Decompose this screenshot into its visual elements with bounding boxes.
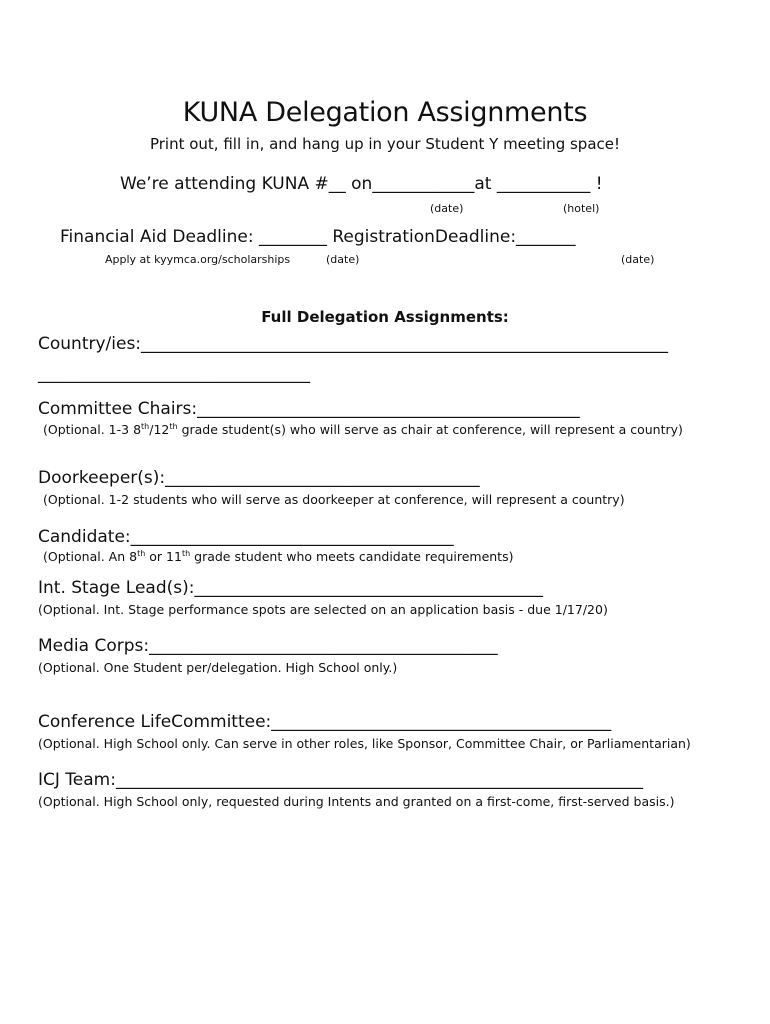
countries-field: Country/ies:______________________________________________________________	[38, 334, 669, 354]
section-heading: Full Delegation Assignments:	[261, 308, 509, 326]
candidate-field: Candidate:______________________________________	[38, 527, 454, 547]
media-corps-note: (Optional. One Student per/delegation. High School only.)	[38, 660, 398, 675]
page-subtitle: Print out, fill in, and hang up in your Student Y meeting space!	[149, 135, 621, 153]
candidate-note: (Optional. An 8th or 11th grade student who meets candidate requirements)	[43, 549, 514, 565]
int-stage-field: Int. Stage Lead(s):_________________________________________	[38, 578, 543, 598]
attending-line: We’re attending KUNA #__ on____________at ___________ !	[120, 174, 603, 194]
financial-aid-date-hint: (date)	[326, 253, 360, 266]
scholarship-note: Apply at kyymca.org/scholarships	[105, 253, 291, 266]
page-title: KUNA Delegation Assignments	[182, 97, 588, 128]
committee-chairs-field: Committee Chairs:_____________________________________________	[38, 399, 580, 419]
deadlines-line: Financial Aid Deadline: ________ RegistrationDeadline:_______	[60, 227, 576, 247]
media-corps-field: Media Corps:_________________________________________	[38, 636, 498, 656]
committee-chairs-note: (Optional. 1-3 8th/12th grade student(s) who will serve as chair at conference, will represent a country)	[43, 422, 683, 438]
int-stage-note: (Optional. Int. Stage performance spots are selected on an application basis - due 1/17/20)	[38, 602, 608, 617]
doorkeepers-field: Doorkeeper(s):_____________________________________	[38, 468, 480, 488]
icj-team-field: ICJ Team:______________________________________________________________	[38, 770, 643, 790]
registration-date-hint: (date)	[621, 253, 655, 266]
date-hint: (date)	[430, 202, 464, 215]
conference-life-note: (Optional. High School only. Can serve in other roles, like Sponsor, Committee Chair, or Parliamentarian)	[38, 736, 691, 751]
hotel-hint: (hotel)	[563, 202, 600, 215]
conference-life-field: Conference LifeCommittee:________________________________________	[38, 712, 612, 732]
icj-team-note: (Optional. High School only, requested during Intents and granted on a first-come, first-served basis.)	[38, 794, 675, 809]
doorkeepers-note: (Optional. 1-2 students who will serve as doorkeeper at conference, will represent a country)	[43, 492, 625, 507]
countries-continuation: ________________________________	[38, 364, 310, 384]
